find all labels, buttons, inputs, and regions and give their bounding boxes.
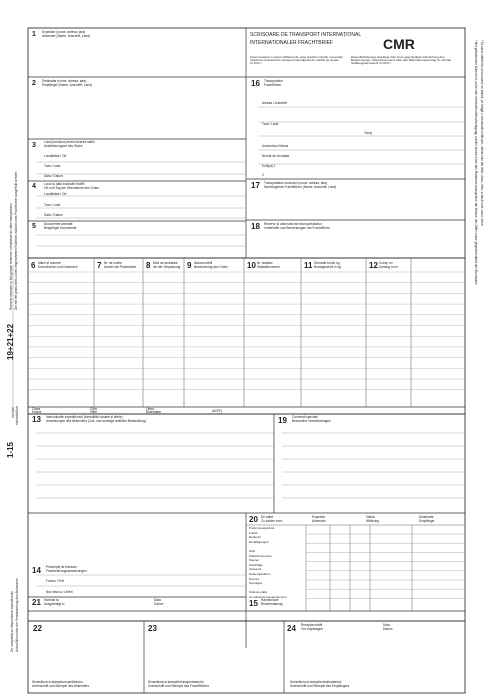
box-17-label-ro: Transportatori succesivi (nume, adresa, țara) (264, 181, 328, 185)
digit-label-de: Ziffer (90, 410, 98, 414)
box-17-label-de: Nachfolgende Frachtführer (Name, Anschrift, Land) (264, 185, 337, 189)
box-15-label-ro: Rambursare (261, 598, 279, 602)
box-15-number: 15 (249, 599, 258, 608)
box-18-label-ro: Rezerve și observații ale transportatorilor (264, 222, 322, 226)
box-5-label-de: Beigefügte Dokumente (44, 226, 77, 230)
box-16-country: Țara / Land (262, 122, 279, 126)
box-20-pay-de: Zu zahlen vom: (261, 519, 283, 523)
box-16-reg-number: Număr de circulație (262, 154, 290, 158)
box-20-row-label: Prețul transportului (249, 526, 275, 530)
box-4-number: 4 (32, 183, 36, 190)
box-20-row-label: Sonstiges (249, 581, 263, 586)
box-20-row-label: Diverse (249, 576, 260, 581)
goods-col-7-label-ro: Nr. de colete (104, 261, 122, 265)
box-20-row-label: Zu zahlende Gesamtsumme (249, 595, 287, 599)
box-20-row-label: Sold (249, 549, 256, 553)
box-21-date: Data (154, 598, 161, 602)
goods-col-8-number: 8 (146, 261, 151, 270)
box-20-row-label: Spezen (249, 558, 260, 563)
box-16-crew-1: Echipaj 1 (262, 164, 276, 168)
box-15-label-de: Rückerstattung (261, 602, 283, 606)
label-einschliesslich: einschließlich (15, 405, 19, 425)
goods-col-10-label-ro: Nr. statistic (257, 261, 273, 265)
box-23-sign-de: Unterschrift und Stempel des Frachtführers (148, 684, 209, 688)
box-21-label-ro: Încheiat la (44, 598, 59, 602)
box-16-vehicle: Autovehicul Marca (262, 144, 289, 148)
box-5-number: 5 (32, 223, 36, 230)
box-4-label-ro: Locul și data încărcării mărfii (44, 182, 85, 186)
box-5-label-ro: Documente anexate (44, 222, 73, 226)
digit-label: Cifra (90, 407, 97, 411)
goods-col-7-number: 7 (97, 261, 102, 270)
goods-col-12-number: 12 (369, 261, 378, 270)
box-3-country: Țara / Land (44, 164, 61, 168)
box-21-number: 21 (32, 598, 41, 607)
goods-col-6-label-ro: Mărci și numere (38, 261, 61, 265)
box-16-tonnage: Tonaj (364, 131, 372, 135)
goods-col-6-number: 6 (31, 261, 36, 270)
box-20-pay-ro: De plată (261, 515, 273, 519)
box-2-number: 2 (32, 80, 36, 87)
goods-col-9-label-ro: Natura mărfii (194, 261, 213, 265)
goods-col-9-label-de: Bezeichnung des Gutes (194, 265, 228, 269)
goods-col-12-label-de: Umfang in m³ (379, 265, 399, 269)
label-19-21-22: 19+21+22 (6, 323, 15, 360)
box-23-number: 23 (148, 624, 157, 633)
label-1-15: 1-15 (6, 441, 15, 458)
box-4-country: Țara / Land (44, 203, 61, 207)
box-22-number: 22 (33, 624, 42, 633)
goods-col-9-number: 9 (187, 261, 192, 270)
cmr-code: CMR (383, 36, 415, 52)
goods-col-6-label-de: Kennzeichen und Nummern (38, 265, 78, 269)
box-16-address: Adresa / Anschrift (262, 101, 287, 105)
box-20-sender-ro: Expeditor (312, 515, 326, 519)
box-24-sign-de: Unterschrift und Stempel des Empfängers (290, 684, 350, 688)
box-20-row-label: Zuschläge (249, 562, 263, 567)
title-ro: SCRISOARE DE TRANSPORT INTERNAȚIONAL (250, 32, 362, 38)
box-4-label-de: Ort und Tag der Übernahme des Gutes (44, 186, 100, 190)
box-20-row-label: Total de plată (249, 590, 267, 595)
box-3-label-de: Auslieferungsort des Gutes (44, 144, 83, 148)
box-21-label-de: Ausgefertigt in (44, 602, 65, 606)
box-3-date: Data / Datum (44, 174, 63, 178)
box-19-label-de: Besondere Vereinbarungen (292, 419, 331, 423)
right-note-de: * Bei gefährlichen Gütern ist, außer der eventuellen Bescheinigung, auf der letzten Linie des Rahmens anzugeben: die Klasse, die Ziffer sowie gegebenenfalls der Buchstabe (474, 40, 478, 285)
header-note-ro: Acest transport e supus indiferent de orice clauză contrară, convenției relative la contractul de transport internațional de mărfuri pe șosele (C.M.R.) (250, 55, 343, 66)
goods-col-10-label-de: Statistiknummer (257, 265, 280, 269)
box-2-label-ro: Destinatar (nume, adresa, țara) (42, 79, 87, 83)
box-24-number: 24 (287, 624, 296, 633)
letter-label-de: Buchstabe (146, 410, 162, 414)
box-20-sender-de: Absender (312, 519, 326, 523)
box-14-number: 14 (32, 566, 41, 575)
box-3-locality: Localitatea / Ort (44, 154, 67, 158)
box-18-number: 18 (251, 222, 260, 231)
right-note-ro: * În cazul mărfurilor periculoase se indică, pe lângă o eventuală certificare, ultima linie din listă: clasa, cifra, și dacă este cazul, litera (480, 40, 484, 226)
box-20-currency-ro: Valuta (366, 515, 375, 519)
margin-note-de: Die mit fett gedruckten Linien eingerahmten Rubriken müssen vom Frachtführer ausgefüllt werden (14, 171, 18, 310)
box-4-date: Data / Datum (44, 213, 63, 217)
box-24-sign-ro: Semnătura și ștampila destinatarului (290, 680, 342, 684)
box-20-row-label: Ermäßigungen (249, 539, 269, 544)
box-13-label-ro: Instrucțiunile expeditorului (formalități vamale și altele) (46, 415, 123, 419)
letter-label: Litera (146, 407, 154, 411)
label-inclusiv: Inclusiv (11, 407, 15, 418)
box-2-label-de: Empfänger (Name, Anschrift, Land) (42, 83, 92, 87)
box-20-row-label: Nebengebühren (249, 572, 271, 576)
box-24-date-de: Datum (383, 627, 393, 631)
box-20-recipient-ro: Destinatar (419, 515, 434, 519)
box-16-label-de: Frachtführer (264, 83, 282, 87)
goods-col-8-label-ro: Mod de ambalare (153, 261, 178, 265)
box-20-row-label: Fracht (249, 530, 258, 535)
box-23-sign-ro: Semnătura și ștampila transportatorului (148, 680, 204, 684)
margin-bottom-de: Auszufüllen unter der Verantwortung des Absenders (15, 578, 19, 652)
box-18-label-de: Vorbehalte und Bemerkungen der Frachtführer (264, 226, 330, 230)
box-22-sign-ro: Semnătura și ștampila expeditorului (32, 680, 83, 684)
box-14-franco: Franco / Frei (46, 579, 65, 583)
box-14-label-de: Frachtzahlungsanweisungen (46, 569, 87, 573)
goods-col-8-label-de: Art der Verpackung (153, 265, 181, 269)
box-16-number: 16 (251, 79, 260, 88)
goods-col-10-number: 10 (247, 261, 256, 270)
box-20-row-label: Accesorii (249, 567, 262, 572)
header-note-de: Diese Beförderung unterliegt trotz einer gegenteiligen Abmachung den Bestimmungen Übereinkommens über den Beförderungsvertrag im internat. Straßengüterverkehr (C.M.R.) (351, 55, 452, 66)
box-20-recipient-de: Empfänger (419, 519, 435, 523)
title-de: INTERNATIONALER FRACHTBRIEF (250, 40, 333, 46)
box-1-label-de: Absender (Name, Anschrift, Land) (42, 34, 91, 38)
box-20-row-label: Reduceri (249, 535, 262, 540)
box-13-label-de: Anweisungen des Absenders (Zoll- und sonstige amtliche Behandlung) (46, 419, 146, 423)
box-13-number: 13 (32, 415, 41, 424)
box-14-label-ro: Prescripții de francare (46, 565, 78, 569)
box-19-label-ro: Convenții speciale (292, 415, 318, 419)
box-3-number: 3 (32, 142, 36, 149)
box-24-label-de: Gut empfangen (301, 627, 323, 631)
box-20-currency-de: Währung (366, 519, 379, 523)
box-16-label-ro: Transportator (264, 79, 284, 83)
box-21-date-de: Datum (154, 602, 164, 606)
box-3-label-ro: Locul prevăzut pentru livrarea mărfii (44, 140, 95, 144)
goods-col-11-number: 11 (304, 261, 313, 270)
box-1-label-ro: Expeditor (nume, adresa, țara) (42, 30, 86, 34)
goods-col-11-label-ro: Greutate brută, kg (314, 261, 340, 265)
adr-label: (ADR*) (212, 409, 223, 413)
box-4-locality: Localitatea / Ort (44, 192, 67, 196)
box-22-sign-de: Unterschrift und Stempel des Absenders (32, 684, 90, 688)
box-24-date: Data (383, 623, 390, 627)
box-17-number: 17 (251, 181, 260, 190)
box-20-number: 20 (249, 515, 258, 524)
box-1-number: 1 (32, 31, 36, 38)
goods-col-7-label-de: Anzahl der Packstücke (104, 265, 137, 269)
box-14-non-franco: Non franco / Unfrei (46, 590, 73, 594)
goods-col-12-label-ro: Cubaj, m³ (379, 261, 393, 265)
class-label: Clasa (32, 407, 41, 411)
margin-bottom-ro: De completat pe răspunderea expeditorului (10, 591, 14, 652)
box-24-label-ro: Recepția mărfii (301, 623, 323, 627)
box-20-row-label: Zwischensumme (249, 553, 272, 558)
goods-col-11-label-de: Bruttogewicht in kg (314, 265, 341, 269)
box-19-number: 19 (278, 416, 287, 425)
class-label-de: Klasse (32, 410, 42, 414)
margin-note-ro: Rubricile marcate cu linii groase trebuiesc completate de către transportator (9, 203, 13, 310)
box-16-crew-2: 2 (262, 173, 264, 177)
